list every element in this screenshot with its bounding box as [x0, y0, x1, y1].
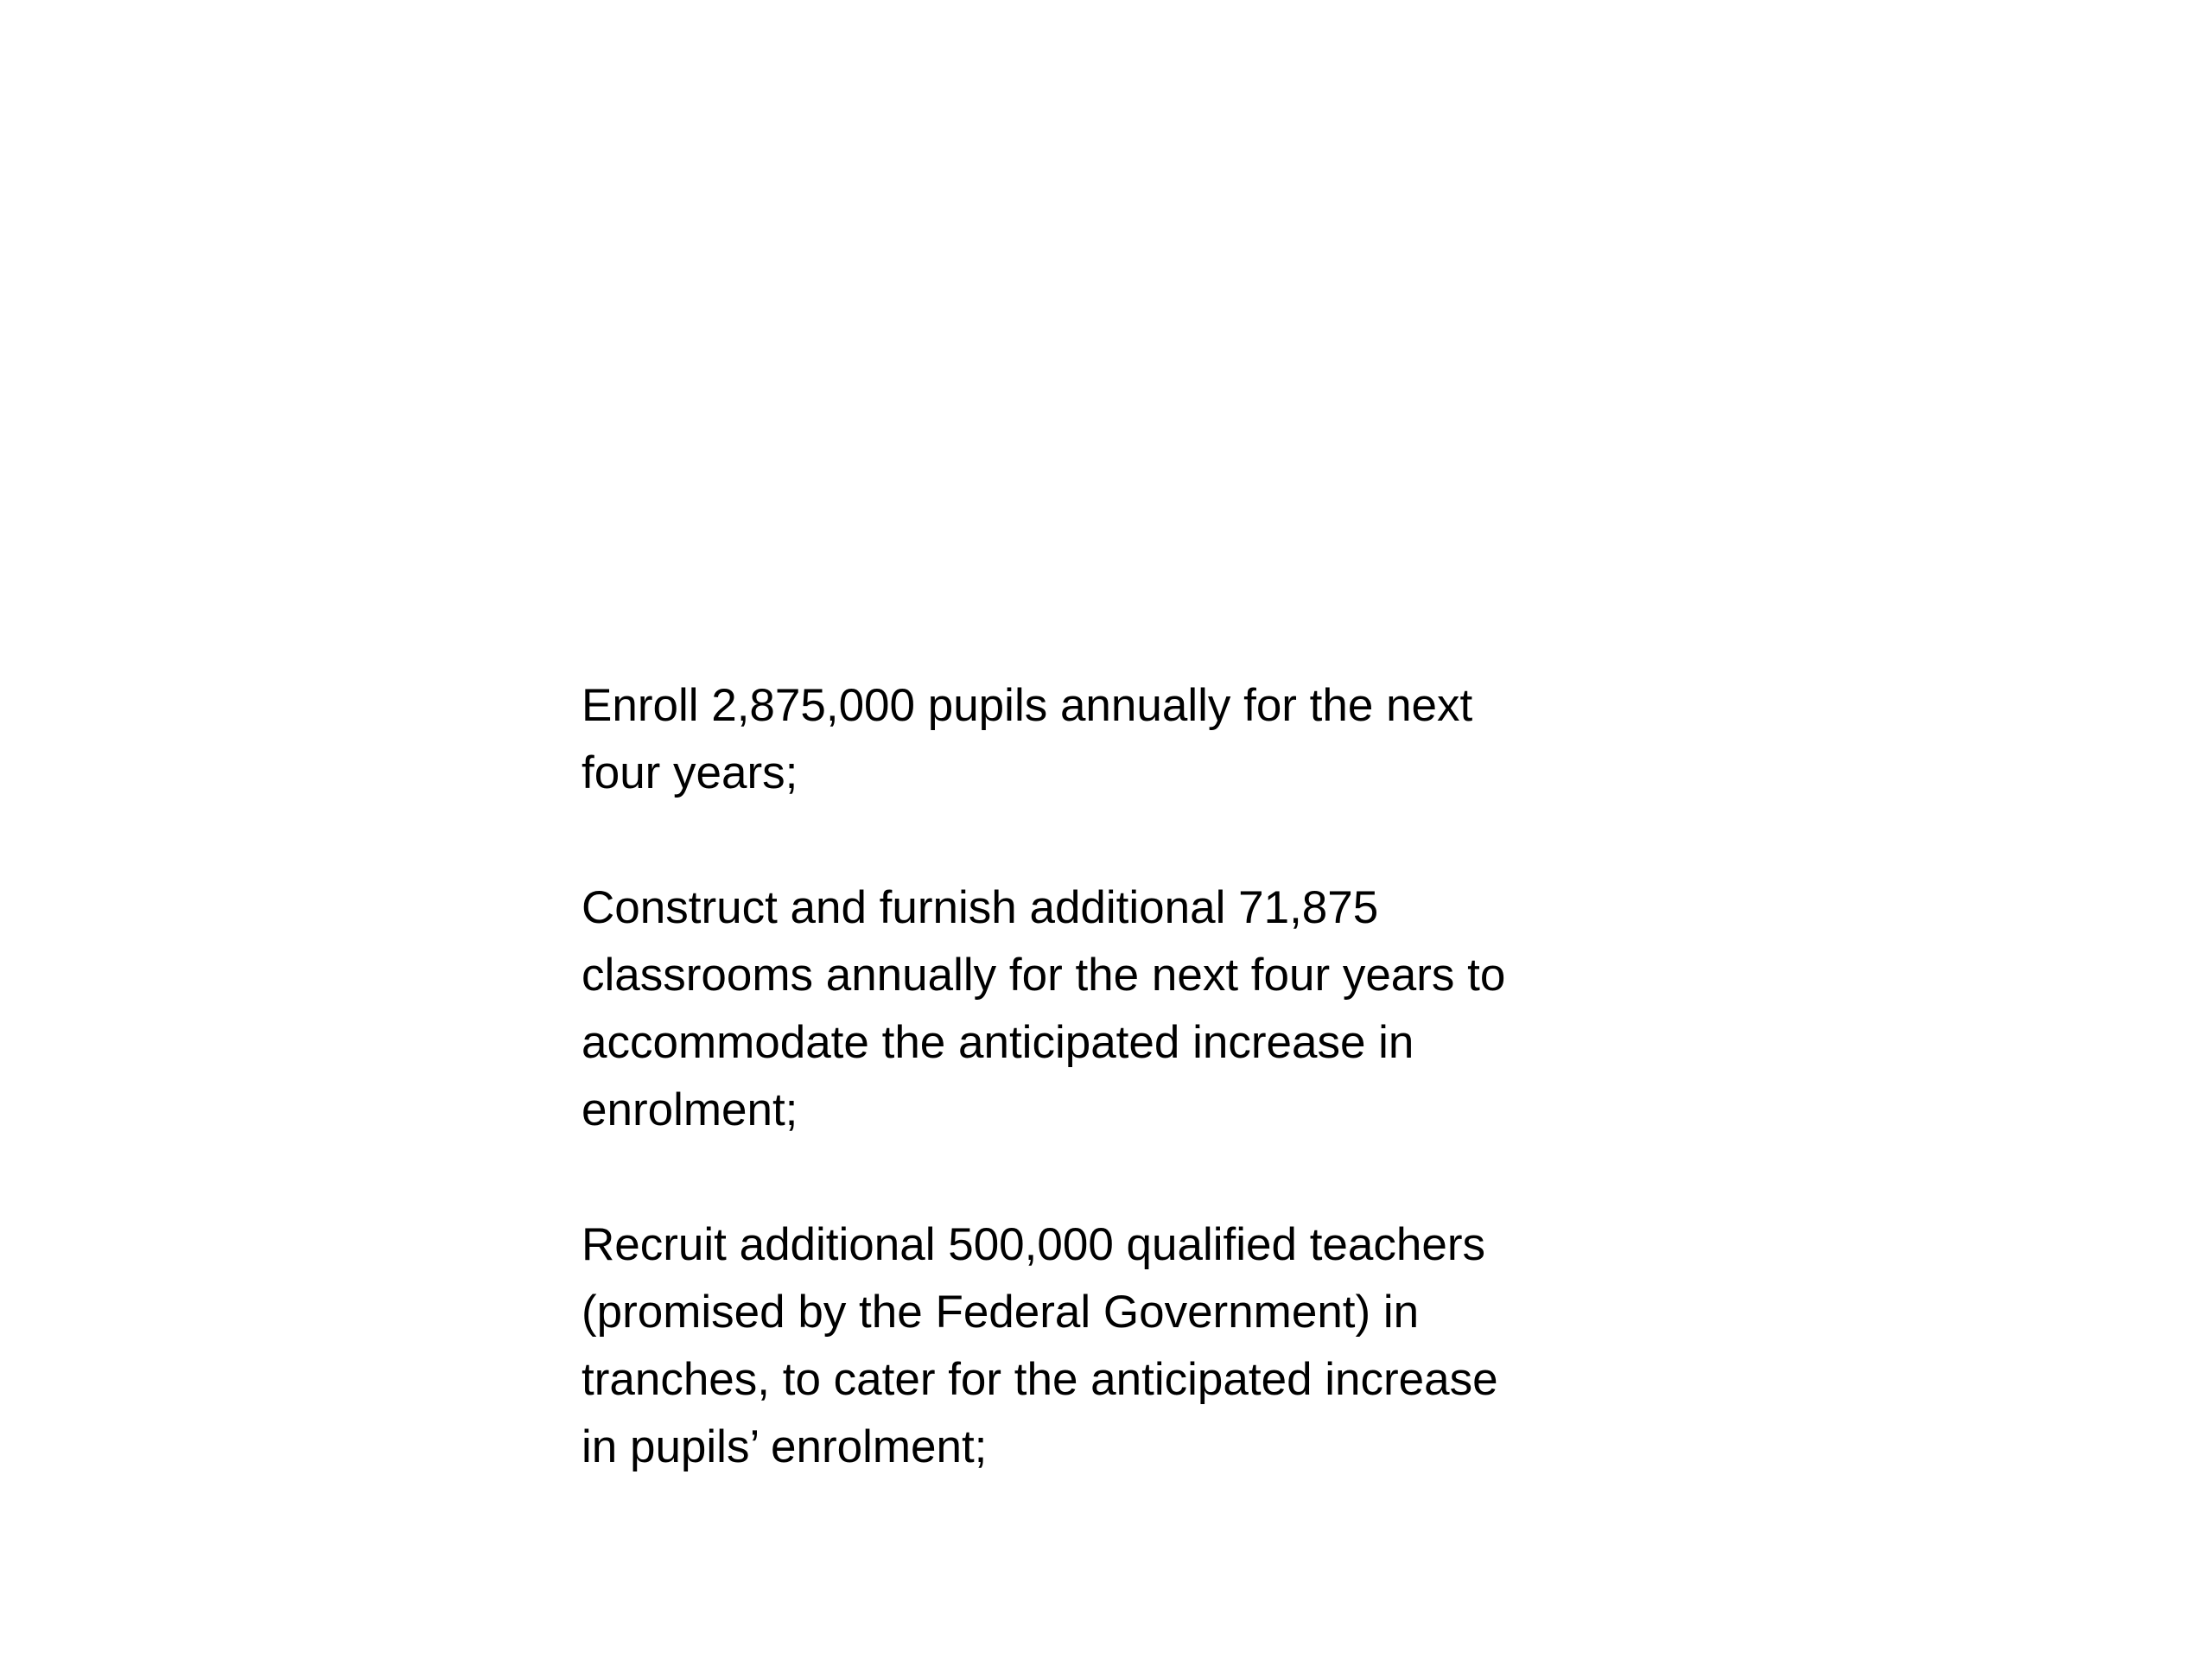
paragraph-spacer	[582, 1144, 1670, 1211]
text-line: four years;	[582, 747, 798, 798]
text-line: accommodate the anticipated increase in	[582, 1017, 1414, 1068]
paragraph-teachers	[582, 1211, 1670, 1481]
text-line: tranches, to cater for the anticipated increase	[582, 1354, 1498, 1405]
text-line: Construct and furnish additional 71,875	[582, 882, 1379, 933]
paragraph-spacer	[582, 807, 1670, 874]
text-line: (promised by the Federal Government) in	[582, 1287, 1420, 1338]
slide-body-text	[582, 672, 1670, 1481]
paragraph-classrooms	[582, 874, 1670, 1144]
text-line: enrolment;	[582, 1084, 798, 1135]
text-line: in pupils’ enrolment;	[582, 1421, 988, 1472]
text-line: Enroll 2,875,000 pupils annually for the next	[582, 680, 1473, 731]
text-line: Recruit additional 500,000 qualified teachers	[582, 1219, 1485, 1270]
paragraph-enrollment	[582, 672, 1670, 807]
text-line: classrooms annually for the next four years to	[582, 950, 1506, 1001]
